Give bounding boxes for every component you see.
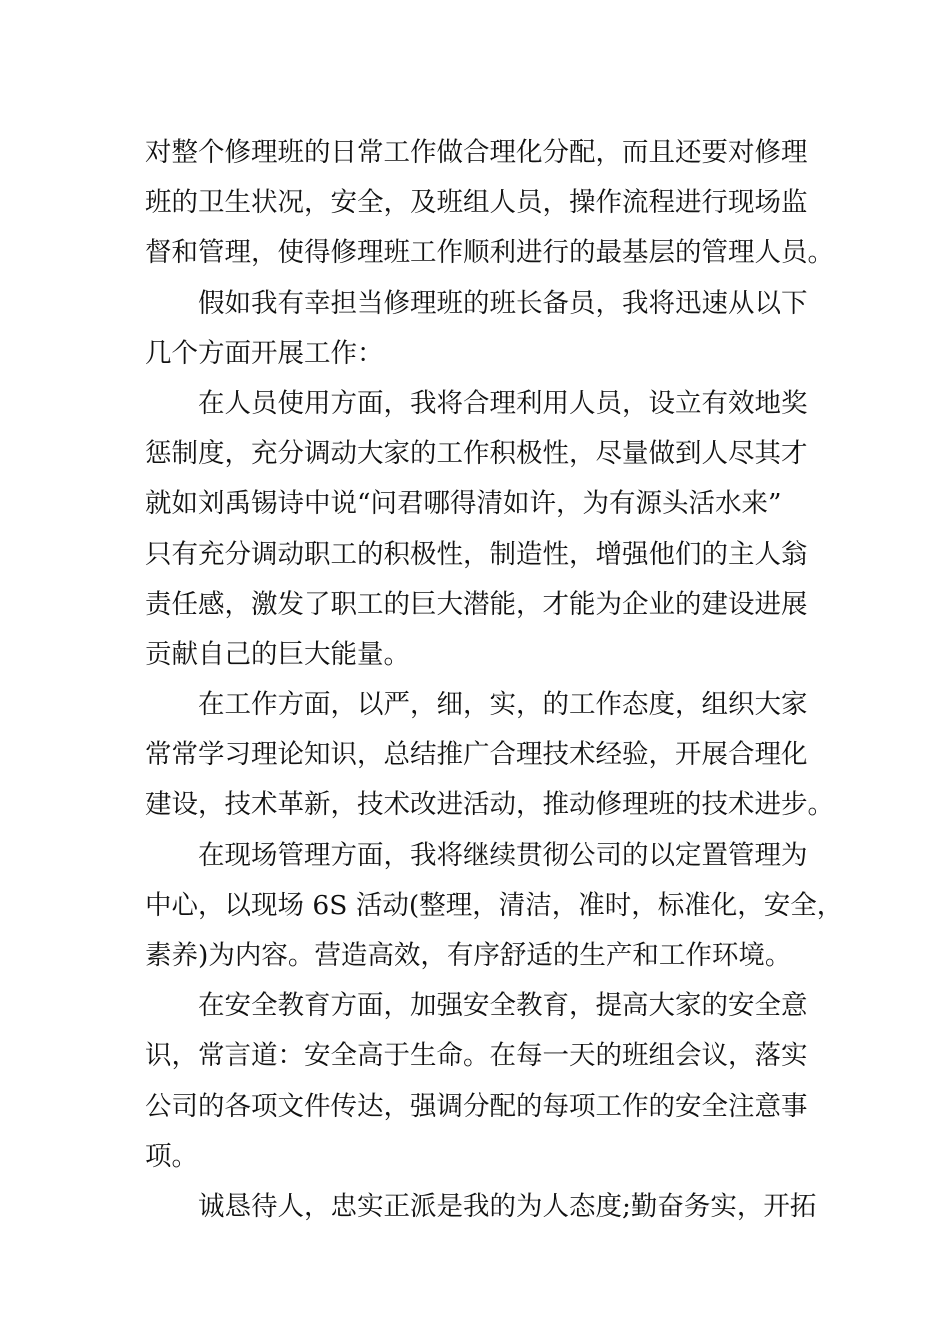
text-line: 在工作方面，以严，细，实，的工作态度，组织大家 xyxy=(198,689,808,721)
text-line: 责任感，激发了职工的巨大潜能，才能为企业的建设进展 xyxy=(145,588,808,620)
text-line: 素养)为内容。营造高效，有序舒适的生产和工作环境。 xyxy=(145,940,792,971)
text-line: 贡献自己的巨大能量。 xyxy=(145,638,410,670)
text-line: 惩制度，充分调动大家的工作积极性，尽量做到人尽其才 xyxy=(145,438,808,470)
paragraph-7 xyxy=(145,1182,817,1232)
text-line: 班的卫生状况，安全，及班组人员，操作流程进行现场监 xyxy=(145,187,808,219)
text-line: 对整个修理班的日常工作做合理化分配，而且还要对修理 xyxy=(145,137,808,168)
text-line: 常常学习理论知识，总结推广合理技术经验，开展合理化 xyxy=(145,739,808,771)
text-line: 中心，以现场 6S 活动(整理，清洁，准时，标准化，安全， xyxy=(145,889,844,921)
paragraph-2 xyxy=(145,279,810,379)
text-line: 就如刘禹锡诗中说“问君哪得清如许，为有源头活水来” xyxy=(145,488,782,520)
text-line: 项。 xyxy=(145,1140,198,1172)
paragraph-4 xyxy=(145,680,834,831)
text-line: 假如我有幸担当修理班的班长备员，我将迅速从以下 xyxy=(198,287,808,319)
text-line: 诚恳待人，忠实正派是我的为人态度;勤奋务实，开拓 xyxy=(198,1190,817,1222)
paragraph-5 xyxy=(145,831,844,982)
text-line: 公司的各项文件传达，强调分配的每项工作的安全注意事 xyxy=(145,1090,808,1122)
text-line: 几个方面开展工作： xyxy=(145,337,384,369)
paragraph-3 xyxy=(145,379,810,680)
text-line: 在安全教育方面，加强安全教育，提高大家的安全意 xyxy=(198,990,808,1022)
document-body xyxy=(145,128,844,1232)
paragraph-6 xyxy=(145,981,810,1182)
text-line: 只有充分调动职工的积极性，制造性，增强他们的主人翁 xyxy=(145,538,808,570)
paragraph-1 xyxy=(145,128,834,279)
text-line: 在现场管理方面，我将继续贯彻公司的以定置管理为 xyxy=(198,839,808,871)
text-line: 建设，技术革新，技术改进活动，推动修理班的技术进步。 xyxy=(145,789,834,821)
text-line: 督和管理，使得修理班工作顺利进行的最基层的管理人员。 xyxy=(145,237,834,269)
text-line: 在人员使用方面，我将合理利用人员，设立有效地奖 xyxy=(198,387,808,419)
text-line: 识，常言道：安全高于生命。在每一天的班组会议，落实 xyxy=(145,1040,808,1072)
